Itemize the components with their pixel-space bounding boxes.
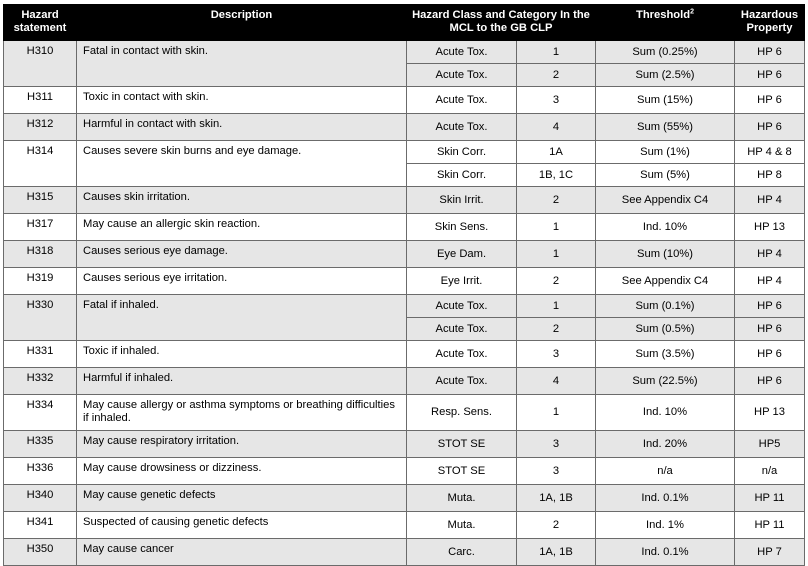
hazard-code: H310 [4,41,77,87]
hazard-class: Acute Tox. [407,64,517,87]
hazardous-property: HP 4 [735,241,805,268]
hazardous-property: HP5 [735,431,805,458]
threshold-value: See Appendix C4 [596,187,735,214]
hazard-table-container [3,4,804,566]
header-hazardous-property: Hazardous Property [735,5,805,41]
hazard-category: 2 [517,64,596,87]
hazard-class: Skin Irrit. [407,187,517,214]
hazard-class: Skin Sens. [407,214,517,241]
table-row [4,368,805,395]
hazard-class: STOT SE [407,431,517,458]
hazard-code: H318 [4,241,77,268]
table-row [4,295,805,318]
hazard-code: H334 [4,395,77,431]
hazard-description: May cause genetic defects [77,485,407,512]
hazard-table [3,4,805,566]
threshold-value: Sum (22.5%) [596,368,735,395]
hazard-class: Resp. Sens. [407,395,517,431]
hazard-code: H312 [4,114,77,141]
hazard-class: STOT SE [407,458,517,485]
hazard-class: Muta. [407,485,517,512]
hazardous-property: HP 6 [735,318,805,341]
threshold-value: Sum (3.5%) [596,341,735,368]
table-row [4,114,805,141]
hazard-code: H319 [4,268,77,295]
hazard-category: 1 [517,241,596,268]
hazard-class: Eye Dam. [407,241,517,268]
hazard-description: Toxic if inhaled. [77,341,407,368]
threshold-value: See Appendix C4 [596,268,735,295]
table-row [4,41,805,64]
hazard-category: 3 [517,341,596,368]
hazard-description: May cause an allergic skin reaction. [77,214,407,241]
threshold-value: Sum (15%) [596,87,735,114]
hazard-description: Causes serious eye irritation. [77,268,407,295]
threshold-value: Sum (55%) [596,114,735,141]
threshold-value: n/a [596,458,735,485]
hazardous-property: HP 8 [735,164,805,187]
hazard-class: Acute Tox. [407,368,517,395]
table-row [4,431,805,458]
header-description: Description [77,5,407,41]
hazard-category: 1A, 1B [517,539,596,566]
hazard-class: Acute Tox. [407,318,517,341]
hazard-category: 2 [517,268,596,295]
hazard-code: H335 [4,431,77,458]
threshold-value: Ind. 0.1% [596,485,735,512]
threshold-value: Sum (2.5%) [596,64,735,87]
hazard-description: Toxic in contact with skin. [77,87,407,114]
hazard-code: H315 [4,187,77,214]
hazard-description: Causes skin irritation. [77,187,407,214]
threshold-value: Ind. 10% [596,214,735,241]
hazard-description: May cause respiratory irritation. [77,431,407,458]
table-row [4,241,805,268]
hazardous-property: HP 6 [735,64,805,87]
hazardous-property: HP 11 [735,485,805,512]
hazardous-property: HP 6 [735,368,805,395]
hazardous-property: HP 4 [735,187,805,214]
header-threshold-label: Threshold [636,9,691,21]
hazard-class: Eye Irrit. [407,268,517,295]
hazard-class: Acute Tox. [407,295,517,318]
threshold-value: Sum (0.25%) [596,41,735,64]
hazardous-property: HP 4 [735,268,805,295]
hazard-class: Muta. [407,512,517,539]
table-header-row [4,5,805,41]
hazard-description: Harmful in contact with skin. [77,114,407,141]
hazard-description: Fatal in contact with skin. [77,41,407,87]
hazard-class: Carc. [407,539,517,566]
hazard-code: H336 [4,458,77,485]
hazard-description: Harmful if inhaled. [77,368,407,395]
table-row [4,87,805,114]
hazard-category: 1 [517,395,596,431]
hazardous-property: HP 6 [735,114,805,141]
hazard-category: 4 [517,368,596,395]
threshold-value: Sum (0.5%) [596,318,735,341]
hazard-code: H350 [4,539,77,566]
table-row [4,485,805,512]
hazard-category: 1A [517,141,596,164]
hazard-code: H317 [4,214,77,241]
hazard-code: H331 [4,341,77,368]
header-threshold-footnote: 2 [690,8,694,16]
table-row [4,341,805,368]
table-row [4,187,805,214]
hazard-description: May cause allergy or asthma symptoms or breathing difficulties if inhaled. [77,395,407,431]
table-row [4,539,805,566]
hazard-class: Acute Tox. [407,341,517,368]
hazard-code: H340 [4,485,77,512]
hazard-description: May cause cancer [77,539,407,566]
table-row [4,458,805,485]
hazard-category: 1 [517,214,596,241]
hazard-category: 3 [517,431,596,458]
hazard-category: 3 [517,87,596,114]
hazard-category: 1B, 1C [517,164,596,187]
hazard-category: 2 [517,187,596,214]
hazard-class: Skin Corr. [407,164,517,187]
header-threshold [596,5,735,41]
hazard-description: May cause drowsiness or dizziness. [77,458,407,485]
hazardous-property: HP 7 [735,539,805,566]
threshold-value: Sum (0.1%) [596,295,735,318]
threshold-value: Sum (5%) [596,164,735,187]
hazard-description: Fatal if inhaled. [77,295,407,341]
table-row [4,395,805,431]
hazard-description: Causes severe skin burns and eye damage. [77,141,407,187]
hazard-category: 3 [517,458,596,485]
threshold-value: Sum (1%) [596,141,735,164]
hazard-class: Acute Tox. [407,41,517,64]
table-row [4,214,805,241]
hazardous-property: HP 6 [735,41,805,64]
table-row [4,268,805,295]
hazardous-property: HP 11 [735,512,805,539]
hazardous-property: n/a [735,458,805,485]
hazardous-property: HP 13 [735,214,805,241]
threshold-value: Ind. 1% [596,512,735,539]
hazard-category: 4 [517,114,596,141]
hazard-code: H332 [4,368,77,395]
hazard-class: Skin Corr. [407,141,517,164]
threshold-value: Ind. 20% [596,431,735,458]
table-row [4,512,805,539]
hazardous-property: HP 6 [735,295,805,318]
header-hazard-statement: Hazard statement [4,5,77,41]
hazard-category: 1 [517,41,596,64]
hazard-class: Acute Tox. [407,114,517,141]
hazard-code: H311 [4,87,77,114]
hazard-category: 2 [517,512,596,539]
hazardous-property: HP 6 [735,341,805,368]
threshold-value: Ind. 0.1% [596,539,735,566]
threshold-value: Sum (10%) [596,241,735,268]
table-row [4,141,805,164]
hazardous-property: HP 13 [735,395,805,431]
threshold-value: Ind. 10% [596,395,735,431]
hazardous-property: HP 6 [735,87,805,114]
hazard-class: Acute Tox. [407,87,517,114]
hazard-category: 1 [517,295,596,318]
hazardous-property: HP 4 & 8 [735,141,805,164]
hazard-description: Suspected of causing genetic defects [77,512,407,539]
hazard-code: H314 [4,141,77,187]
hazard-code: H330 [4,295,77,341]
hazard-category: 1A, 1B [517,485,596,512]
hazard-code: H341 [4,512,77,539]
header-hazard-class: Hazard Class and Category In the MCL to the GB CLP [407,5,596,41]
hazard-category: 2 [517,318,596,341]
hazard-description: Causes serious eye damage. [77,241,407,268]
